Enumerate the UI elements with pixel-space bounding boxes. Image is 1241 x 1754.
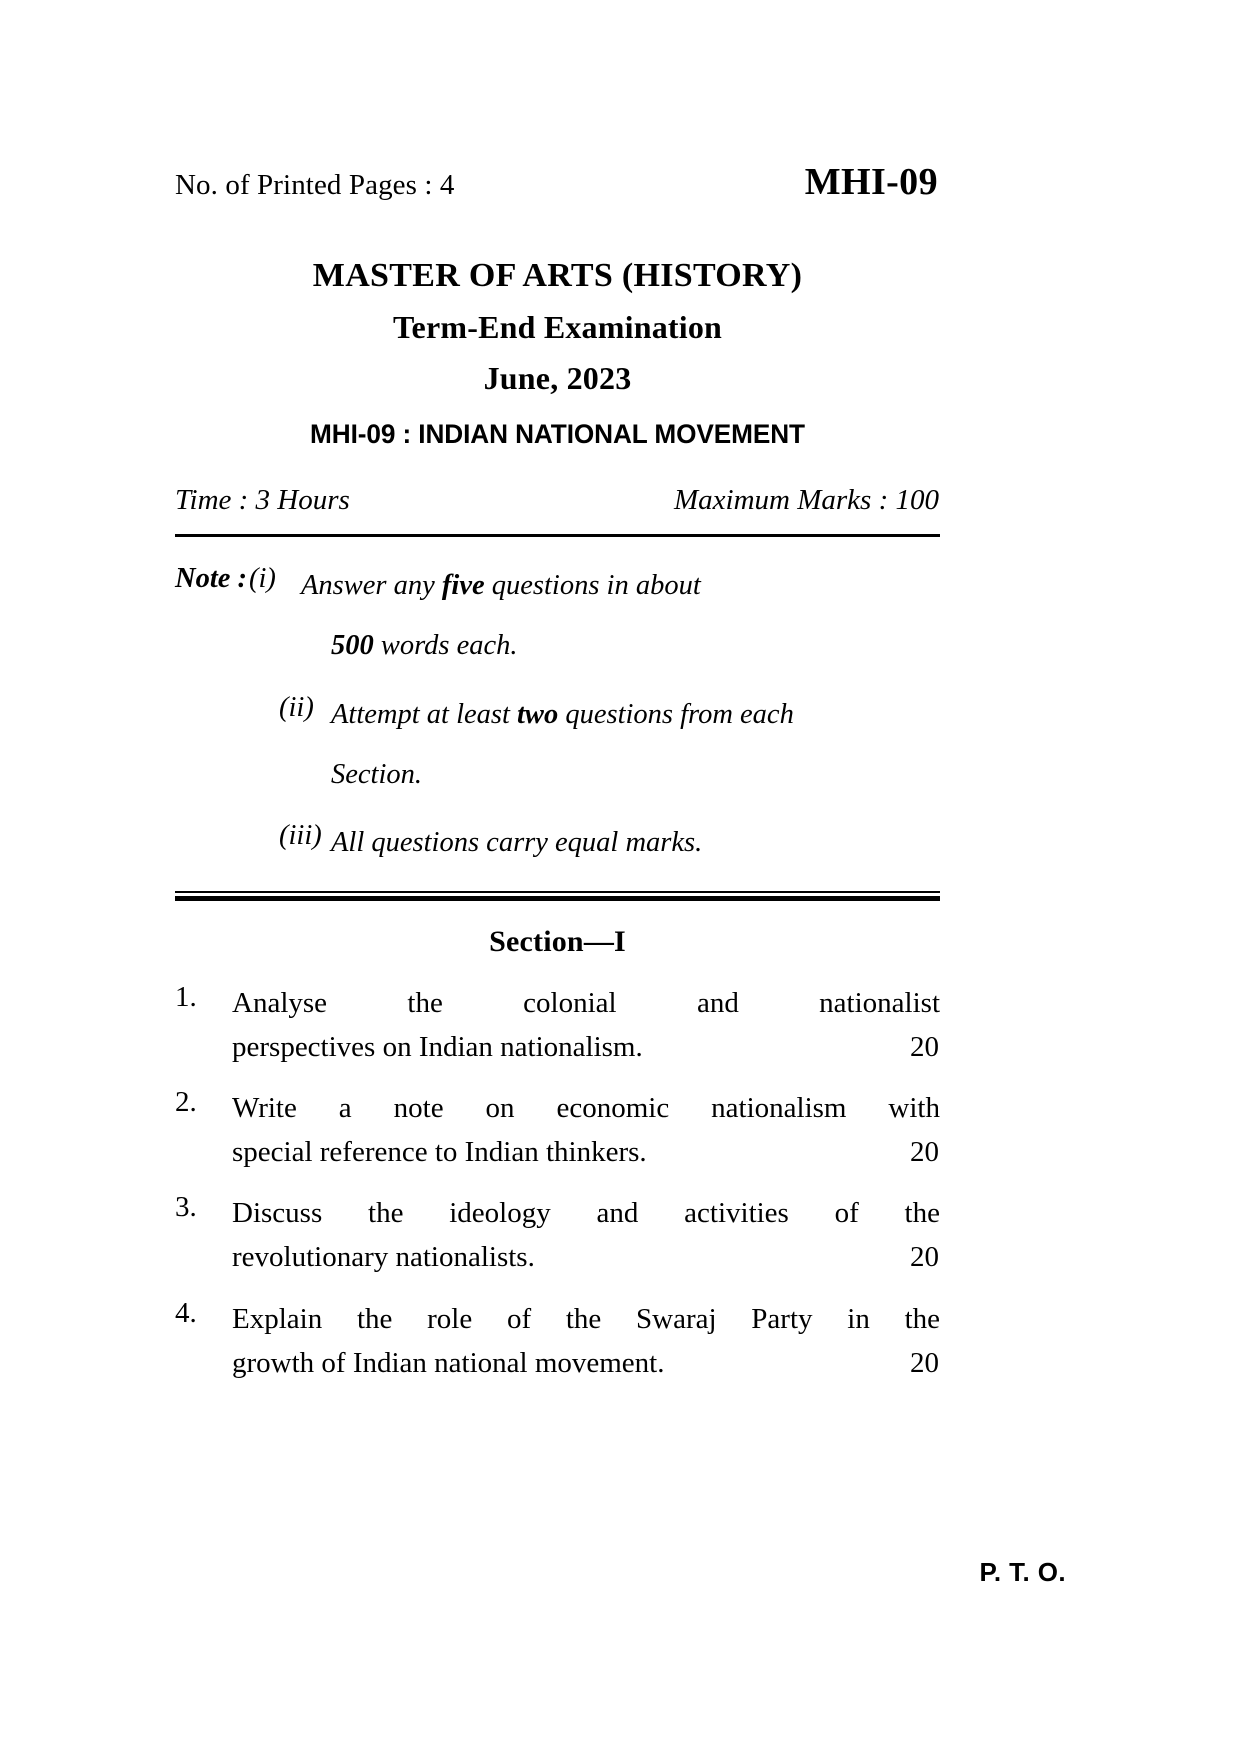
section-heading: Section—I — [489, 925, 626, 959]
note-emphasis-five: five — [441, 570, 485, 602]
page-content — [175, 160, 940, 1402]
note-emphasis-two: two — [517, 698, 559, 730]
question-text-line2-row — [232, 1341, 940, 1385]
question-number: 2. — [175, 1086, 197, 1119]
note-block — [175, 563, 940, 866]
maximum-marks: Maximum Marks : 100 — [674, 484, 939, 517]
question-body — [232, 1297, 940, 1385]
note-item-ii-line2: Section. — [331, 758, 423, 790]
note-item-i — [175, 563, 940, 609]
question-marks: 20 — [910, 1136, 939, 1169]
page-header — [175, 160, 940, 212]
question-marks: 20 — [910, 1241, 939, 1274]
title-block — [175, 254, 940, 450]
note-item-text — [301, 563, 940, 609]
questions-list — [175, 981, 940, 1385]
note-item-i-line2-text: words each. — [373, 630, 518, 662]
question-text-line2-row — [232, 1130, 940, 1174]
question-text-line1: Write a note on economic nationalism with — [232, 1092, 940, 1125]
note-label: Note : — [175, 563, 248, 595]
note-item-i-line2 — [331, 623, 940, 669]
question-text-line2: perspectives on Indian nationalism. — [232, 1031, 643, 1064]
examination-title: Term-End Examination — [392, 308, 723, 345]
question-number: 3. — [175, 1191, 197, 1224]
question-body — [232, 981, 940, 1069]
note-item-number: (i) — [249, 563, 276, 595]
question-marks: 20 — [910, 1346, 939, 1379]
question-marks: 20 — [910, 1031, 939, 1064]
question-text-line1: Analyse the colonial and nationalist — [232, 987, 940, 1020]
question-item — [175, 1086, 940, 1174]
note-item-iii — [175, 820, 940, 866]
course-code: MHI-09 — [804, 161, 938, 203]
question-text-line2-row — [232, 1235, 940, 1279]
divider-rule-top — [175, 534, 940, 537]
question-number: 1. — [175, 981, 197, 1014]
note-emphasis-500: 500 — [331, 630, 374, 662]
question-text-line2-row — [232, 1025, 940, 1069]
note-item-text — [331, 692, 940, 738]
divider-rule-thick — [175, 896, 940, 901]
question-item — [175, 981, 940, 1069]
question-text-line2: special reference to Indian thinkers. — [232, 1136, 647, 1169]
question-number: 4. — [175, 1296, 197, 1329]
time-allowed: Time : 3 Hours — [175, 484, 350, 517]
question-item — [175, 1191, 940, 1279]
question-text-line2: revolutionary nationalists. — [232, 1241, 535, 1274]
question-body — [232, 1191, 940, 1279]
question-body — [232, 1086, 940, 1174]
exam-info-row — [175, 484, 940, 517]
note-item-text: All questions carry equal marks. — [331, 826, 703, 858]
question-text-line1: Discuss the ideology and activities of the — [232, 1197, 940, 1230]
subject-title: MHI-09 : INDIAN NATIONAL MOVEMENT — [310, 419, 805, 450]
programme-title: MASTER OF ARTS (HISTORY) — [312, 257, 803, 294]
note-text-part-a: Attempt at least — [331, 698, 518, 730]
note-text-part-b: questions from each — [558, 698, 794, 730]
question-text-line1: Explain the role of the Swaraj Party in the — [232, 1302, 940, 1335]
note-text-part-a: Answer any — [301, 570, 442, 602]
question-text-line2: growth of Indian national movement. — [232, 1346, 665, 1379]
question-item — [175, 1297, 940, 1385]
note-item-ii — [175, 692, 940, 738]
note-text-part-b: questions in about — [484, 570, 701, 602]
divider-rule-thin — [175, 891, 940, 893]
page-turn-over-label: P. T. O. — [979, 1557, 1066, 1587]
printed-pages-label: No. of Printed Pages : 4 — [175, 169, 455, 201]
note-item-number: (ii) — [279, 691, 314, 723]
examination-session: June, 2023 — [483, 360, 632, 397]
divider-rule-double — [175, 891, 940, 900]
note-item-number: (iii) — [279, 819, 322, 851]
